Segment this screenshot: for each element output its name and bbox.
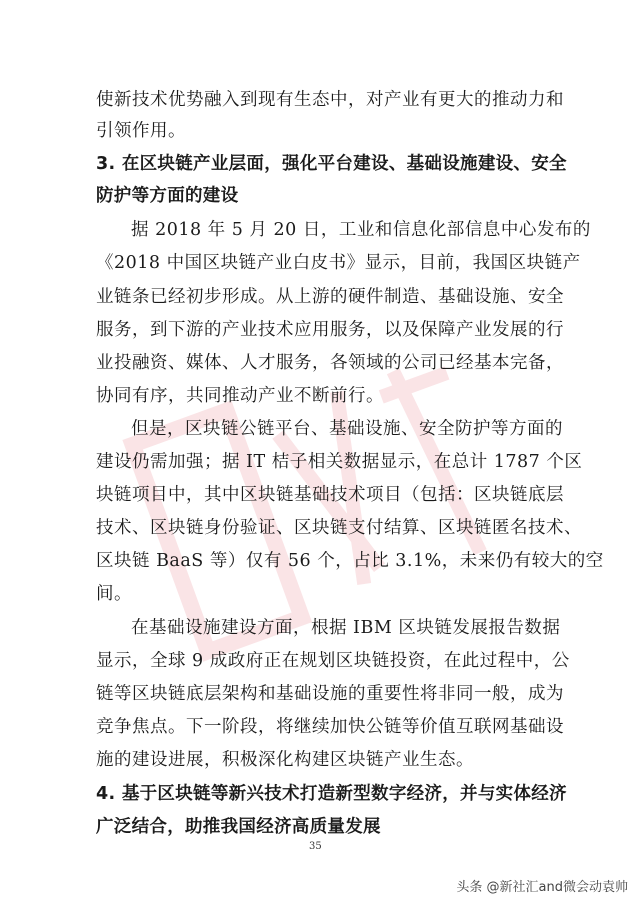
text-line: 据 2018 年 5 月 20 日，工业和信息化部信息中心发布的	[131, 220, 591, 240]
text-line: 链等区块链底层架构和基础设施的重要性将非同一般，成为	[96, 684, 564, 704]
section-heading: 3. 在区块链产业层面，强化平台建设、基础设施建设、安全	[96, 154, 567, 174]
text-line: 《2018 中国区块链产业白皮书》显示，目前，我国区块链产	[96, 253, 581, 273]
text-line: 引领作用。	[96, 121, 186, 141]
text-line: 服务，到下游的产业技术应用服务，以及保障产业发展的行	[96, 320, 564, 340]
text-line: 但是，区块链公链平台、基础设施、安全防护等方面的	[131, 419, 563, 439]
text-line: 在基础设施建设方面，根据 IBM 区块链发展报告数据	[131, 618, 561, 638]
page-number: 35	[309, 841, 322, 852]
footer-attribution[interactable]: 头条 @新社汇and微会动袁帅	[456, 880, 628, 895]
text-line: 技术、区块链身份验证、区块链支付结算、区块链匿名技术、	[96, 518, 582, 538]
section-heading: 广泛结合，助推我国经济高质量发展	[96, 817, 381, 837]
section-heading: 4. 基于区块链等新兴技术打造新型数字经济，并与实体经济	[96, 784, 567, 804]
text-line: 区块链 BaaS 等）仅有 56 个，占比 3.1%，未来仍有较大的空	[96, 551, 604, 571]
text-line: 施的建设进展，积极深化构建区块链产业生态。	[96, 750, 474, 770]
text-line: 显示，全球 9 成政府正在规划区块链投资，在此过程中，公	[96, 651, 570, 671]
text-line: 使新技术优势融入到现有生态中，对产业有更大的推动力和	[96, 90, 564, 110]
text-line: 块链项目中，其中区块链基础技术项目（包括：区块链底层	[96, 485, 564, 505]
section-heading: 防护等方面的建设	[96, 186, 239, 206]
text-line: 建设仍需加强；据 IT 桔子相关数据显示，在总计 1787 个区	[96, 452, 583, 472]
text-line: 间。	[96, 584, 132, 604]
text-line: 竞争焦点。下一阶段，将继续加快公链等价值互联网基础设	[96, 717, 564, 737]
text-line: 协同有序，共同推动产业不断前行。	[96, 386, 384, 406]
text-line: 业链条已经初步形成。从上游的硬件制造、基础设施、安全	[96, 287, 564, 307]
text-line: 业投融资、媒体、人才服务，各领域的公司已经基本完备，	[96, 353, 564, 373]
